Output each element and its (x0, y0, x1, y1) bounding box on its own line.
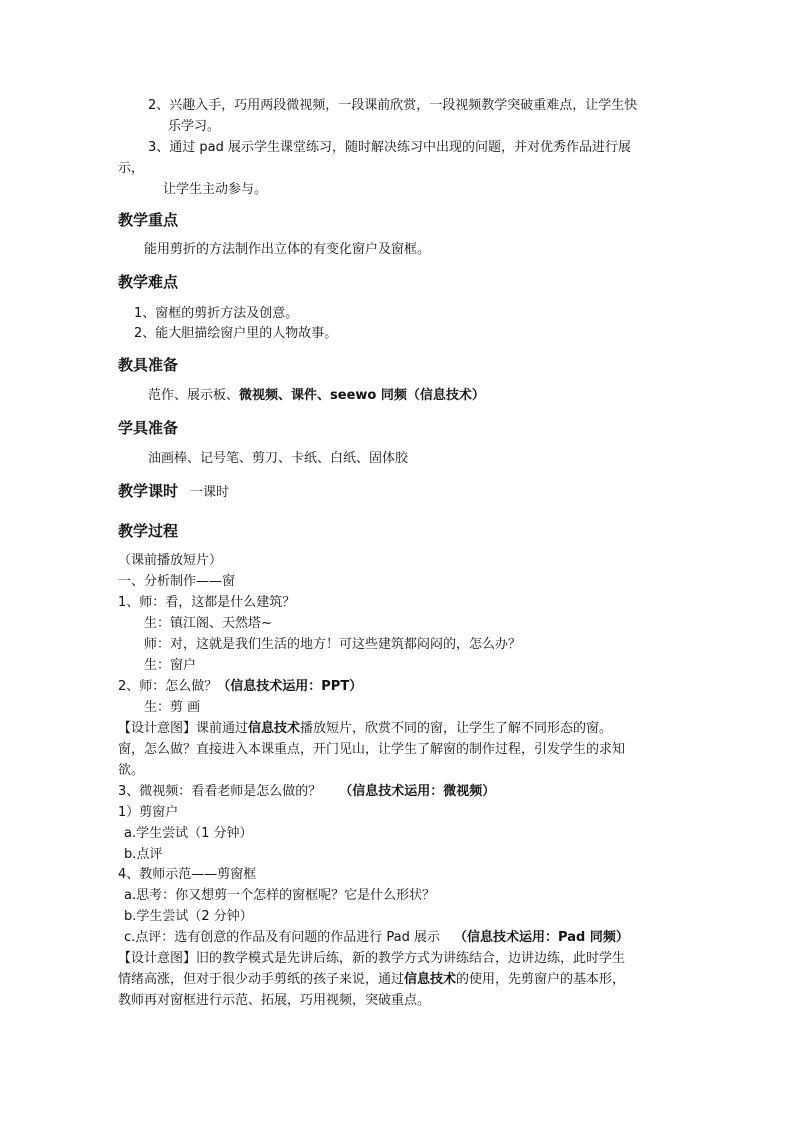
process-line-19-bold: （信息技术运用：Pad 同频） (454, 930, 629, 945)
design-intent-1-c: 播放短片，欣赏不同的窗，让学生了解不同形态的窗。 (300, 721, 613, 736)
teacher-tools-text (148, 387, 485, 405)
teaching-hours-text: 一课时 (190, 485, 230, 500)
heading-key-points: 教学重点 (118, 211, 179, 229)
process-line-17: a.思考：你又想剪一个怎样的窗框呢？它是什么形状？ (124, 888, 436, 903)
process-line-19-plain: c.点评：选有创意的作品及有问题的作品进行 Pad 展示 (124, 930, 441, 945)
process-line-22: 教师再对窗框进行示范、拓展，巧用视频，突破重点。 (118, 993, 431, 1008)
design-intent-2-a: 情绪高涨，但对于很少动手剪纸的孩子来说，通过 (118, 972, 405, 987)
design-intent-2-b: 信息技术 (404, 972, 457, 987)
process-line-13: 1）剪窗户 (118, 805, 179, 820)
process-line-2: 一、分析制作——窗 (118, 574, 236, 589)
heading-teacher-tools: 教具准备 (118, 356, 179, 374)
design-intent-1-b: 信息技术 (248, 721, 301, 736)
key-points-text: 能用剪折的方法制作出立体的有变化窗户及窗框。 (144, 242, 431, 257)
process-line-21 (118, 971, 625, 989)
difficulty-item-1: 1、窗框的剪折方法及创意。 (134, 306, 299, 321)
design-intent-2-c: 的使用，先剪窗户的基本形， (456, 972, 626, 987)
process-line-6: 生：窗户 (144, 658, 197, 673)
heading-teaching-hours: 教学课时 (118, 482, 179, 500)
process-line-20: 【设计意图】旧的教学模式是先讲后练，新的教学方式为讲练结合，边讲边练，此时学生 (118, 951, 626, 966)
difficulty-item-2: 2、能大胆描绘窗户里的人物故事。 (134, 326, 338, 341)
intro-item-2: 2、兴趣入手，巧用两段微视频，一段课前欣赏，一段视频教学突破重难点，让学生快 (148, 98, 638, 113)
process-line-14: a.学生尝试（1 分钟） (124, 826, 253, 841)
process-line-16: 4、教师示范——剪窗框 (118, 867, 257, 882)
teaching-hours (118, 481, 229, 502)
process-line-7-plain: 2、师：怎么做？ (118, 679, 218, 694)
heading-difficulties: 教学难点 (118, 273, 179, 291)
process-line-11: 欲。 (118, 763, 145, 778)
process-line-9 (118, 720, 612, 738)
heading-process: 教学过程 (118, 522, 179, 540)
process-line-4: 生：镇江阁、天然塔~ (144, 616, 272, 631)
process-line-18: b.学生尝试（2 分钟） (124, 909, 253, 924)
teacher-tools-bold: 微视频、课件、seewo 同频（信息技术） (239, 388, 485, 403)
process-line-12-plain: 3、微视频：看看老师是怎么做的？ (118, 784, 322, 799)
process-line-12-bold: （信息技术运用：微视频） (339, 784, 496, 799)
process-line-12 (118, 783, 495, 801)
design-intent-1-a: 【设计意图】课前通过 (118, 721, 249, 736)
intro-item-2-cont: 乐学习。 (168, 119, 221, 134)
process-line-10: 窗，怎么做？直接进入本课重点，开门见山，让学生了解窗的制作过程，引发学生的求知 (118, 742, 626, 757)
student-tools-text: 油画棒、记号笔、剪刀、卡纸、白纸、固体胶 (148, 451, 409, 466)
process-line-8: 生：剪 画 (144, 700, 201, 715)
process-line-1: （课前播放短片） (118, 553, 223, 568)
intro-item-3: 3、通过 pad 展示学生课堂练习，随时解决练习中出现的问题，并对优秀作品进行展 (148, 140, 632, 155)
process-line-5: 师：对，这就是我们生活的地方！可这些建筑都闷闷的，怎么办？ (144, 637, 522, 652)
intro-item-3-cont: 示， (118, 161, 145, 176)
teacher-tools-plain: 范作、展示板、 (148, 388, 240, 403)
intro-item-3-end: 让学生主动参与。 (163, 182, 268, 197)
process-line-19 (124, 929, 629, 947)
process-line-15: b.点评 (124, 847, 163, 862)
process-line-7-bold: （信息技术运用：PPT） (217, 679, 363, 694)
heading-student-tools: 学具准备 (118, 419, 179, 437)
process-line-7 (118, 678, 362, 696)
process-line-3: 1、师：看，这都是什么建筑？ (118, 595, 296, 610)
